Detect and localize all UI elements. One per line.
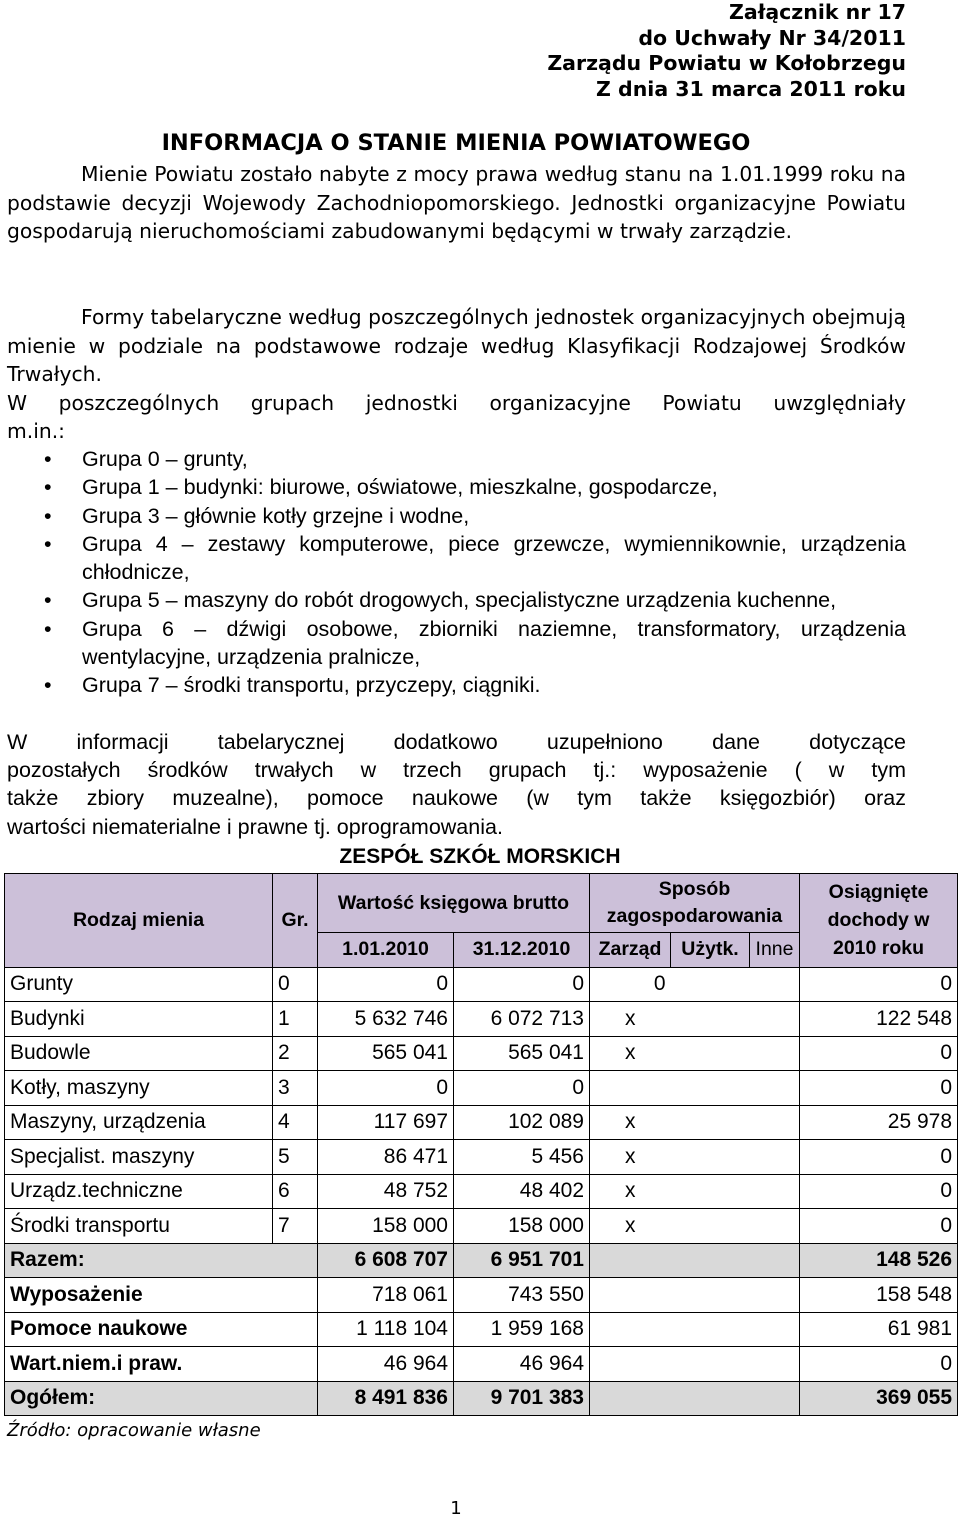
cell-value-end: 743 550	[454, 1278, 590, 1313]
table-row	[5, 1140, 958, 1175]
cell-inne	[750, 1105, 800, 1140]
cell-zarzad: x	[590, 1002, 671, 1037]
group-text: Grupa 3 – głównie kotły grzejne i wodne,	[82, 503, 470, 528]
cell-zarzad: x	[590, 1140, 671, 1175]
cell-value-start: 48 752	[318, 1174, 454, 1209]
header-income: Osiągnięte dochody w 2010 roku	[800, 874, 958, 968]
cell-kind: Grunty	[5, 967, 273, 1002]
cell-zarzad: x	[590, 1174, 671, 1209]
cell-group: 7	[273, 1209, 318, 1244]
groups-intro-line2: m.in.:	[7, 419, 65, 443]
cell-value-start: 565 041	[318, 1036, 454, 1071]
cell-kind: Kotły, maszyny	[5, 1071, 273, 1106]
page-number: 1	[450, 1498, 462, 1519]
cell-zarzad	[590, 1071, 671, 1106]
cell-income: 0	[800, 1071, 958, 1106]
cell-value-start: 1 118 104	[318, 1312, 454, 1347]
cell-value-end: 46 964	[454, 1347, 590, 1382]
table-row	[5, 1071, 958, 1106]
source-note: Źródło: opracowanie własne	[7, 1420, 261, 1441]
cell-income: 0	[800, 1209, 958, 1244]
bullet-icon: •	[44, 475, 52, 500]
group-text: Grupa 1 – budynki: biurowe, oświatowe, mieszkalne, gospodarcze,	[82, 475, 718, 500]
attachment-number: Załącznik nr 17	[729, 0, 906, 24]
cell-zarzad: x	[590, 1036, 671, 1071]
asset-table	[4, 873, 958, 1416]
cell-uzytk	[671, 1071, 750, 1106]
intro-text: Mienie Powiatu zostało nabyte z mocy prawa według stanu na 1.01.1999 roku na podstawie decyzji Wojewody Zachodniopomorskiego. Jednostki organizacyjne Powiatu gospodarują nieruchomościami zabudowanymi będącymi w trwały zarządzie.	[7, 162, 906, 243]
table-row	[5, 1209, 958, 1244]
cell-income: 0	[800, 1174, 958, 1209]
additional-line: także zbiory muzealne), pomoce naukowe (w tym także księgozbiór) oraz	[7, 786, 906, 811]
cell-group: 4	[273, 1105, 318, 1140]
cell-value-end: 565 041	[454, 1036, 590, 1071]
cell-income: 158 548	[800, 1278, 958, 1313]
additional-line: pozostałych środków trwałych w trzech grupach tj.: wyposażenie ( w tym	[7, 758, 906, 783]
cell-income: 0	[800, 967, 958, 1002]
cell-income: 0	[800, 1347, 958, 1382]
cell-uzytk	[671, 1105, 750, 1140]
cell-group: 6	[273, 1174, 318, 1209]
cell-income: 25 978	[800, 1105, 958, 1140]
cell-value-start: 0	[318, 1071, 454, 1106]
cell-group: 0	[273, 967, 318, 1002]
cell-uzytk	[671, 1209, 750, 1244]
cell-value-end: 0	[454, 1071, 590, 1106]
cell-income: 369 055	[800, 1381, 958, 1416]
cell-income: 122 548	[800, 1002, 958, 1037]
cell-inne	[750, 1140, 800, 1175]
cell-value-start: 8 491 836	[318, 1381, 454, 1416]
cell-inne	[750, 1036, 800, 1071]
cell-usage	[590, 1312, 800, 1347]
cell-kind: Wart.niem.i praw.	[5, 1347, 318, 1382]
table-row	[5, 1278, 958, 1313]
group-text: Grupa 6 – dźwigi osobowe, zbiorniki naziemne, transformatory, urządzenia wentylacyjne, urządzenia pralnicze,	[82, 616, 906, 670]
bullet-icon: •	[44, 503, 52, 528]
cell-uzytk	[671, 1002, 750, 1037]
cell-value-start: 117 697	[318, 1105, 454, 1140]
cell-group: 2	[273, 1036, 318, 1071]
list-item	[0, 615, 906, 672]
table-row-grand-total	[5, 1381, 958, 1416]
additional-line: W informacji tabelarycznej dodatkowo uzupełniono dane dotyczące	[7, 730, 906, 754]
cell-value-end: 158 000	[454, 1209, 590, 1244]
header-group: Gr.	[273, 874, 318, 968]
cell-value-end: 1 959 168	[454, 1312, 590, 1347]
additional-line: wartości niematerialne i prawne tj. oprogramowania.	[7, 814, 503, 839]
cell-inne	[750, 1209, 800, 1244]
cell-group: 5	[273, 1140, 318, 1175]
cell-value-end: 0	[454, 967, 590, 1002]
cell-uzytk	[671, 1140, 750, 1175]
header-uzytk: Użytk.	[671, 933, 750, 968]
cell-zarzad: 0	[590, 967, 671, 1002]
forms-text: Formy tabelaryczne według poszczególnych jednostek organizacyjnych obejmują mienie w podziale na podstawowe rodzaje według Klasyfikacji Rodzajowej Środków Trwałych.	[7, 305, 906, 386]
list-item	[0, 473, 906, 501]
table-row	[5, 1312, 958, 1347]
cell-income: 0	[800, 1140, 958, 1175]
group-list	[0, 445, 906, 700]
cell-uzytk	[671, 1174, 750, 1209]
cell-income: 148 526	[800, 1243, 958, 1278]
bullet-icon: •	[44, 673, 52, 698]
resolution-number: do Uchwały Nr 34/2011	[638, 25, 906, 50]
header-kind: Rodzaj mienia	[5, 874, 273, 968]
cell-inne	[750, 1002, 800, 1037]
cell-value-start: 158 000	[318, 1209, 454, 1244]
cell-value-start: 0	[318, 967, 454, 1002]
cell-kind: Pomoce naukowe	[5, 1312, 318, 1347]
cell-usage	[590, 1381, 800, 1416]
list-item	[0, 671, 906, 699]
group-text: Grupa 0 – grunty,	[82, 447, 248, 471]
cell-kind: Razem:	[5, 1243, 318, 1278]
group-text: Grupa 4 – zestawy komputerowe, piece grzewcze, wymiennikownie, urządzenia chłodnicze,	[82, 531, 906, 585]
cell-uzytk	[671, 1036, 750, 1071]
cell-income: 0	[800, 1036, 958, 1071]
cell-usage	[590, 1243, 800, 1278]
cell-value-start: 46 964	[318, 1347, 454, 1382]
cell-zarzad: x	[590, 1209, 671, 1244]
list-item	[0, 502, 906, 530]
list-item	[0, 530, 906, 587]
cell-kind: Specjalist. maszyny	[5, 1140, 273, 1175]
cell-zarzad: x	[590, 1105, 671, 1140]
cell-kind: Budynki	[5, 1002, 273, 1037]
bullet-icon: •	[44, 588, 52, 613]
cell-kind: Wyposażenie	[5, 1278, 318, 1313]
cell-value-end: 6 951 701	[454, 1243, 590, 1278]
cell-value-end: 5 456	[454, 1140, 590, 1175]
header-date2: 31.12.2010	[454, 933, 590, 968]
cell-inne	[750, 967, 800, 1002]
table-row	[5, 1002, 958, 1037]
cell-uzytk	[671, 967, 750, 1002]
cell-value-start: 5 632 746	[318, 1002, 454, 1037]
cell-group: 3	[273, 1071, 318, 1106]
cell-inne	[750, 1174, 800, 1209]
table-title: ZESPÓŁ SZKÓŁ MORSKICH	[339, 845, 621, 868]
cell-income: 61 981	[800, 1312, 958, 1347]
table-row-total	[5, 1243, 958, 1278]
cell-value-start: 6 608 707	[318, 1243, 454, 1278]
groups-intro-line1: W poszczególnych grupach jednostki organizacyjne Powiatu uwzględniały	[7, 391, 906, 415]
cell-inne	[750, 1071, 800, 1106]
bullet-icon: •	[44, 447, 52, 471]
cell-kind: Urządz.techniczne	[5, 1174, 273, 1209]
header-book-value: Wartość księgowa brutto	[318, 874, 590, 933]
bullet-icon: •	[44, 616, 52, 641]
list-item	[0, 445, 906, 473]
group-text: Grupa 7 – środki transportu, przyczepy, ciągniki.	[82, 673, 541, 698]
header-inne: Inne	[750, 933, 800, 968]
cell-value-end: 48 402	[454, 1174, 590, 1209]
cell-kind: Ogółem:	[5, 1381, 318, 1416]
resolution-date: Z dnia 31 marca 2011 roku	[596, 76, 906, 101]
attachment-header	[547, 0, 906, 102]
header-zarzad: Zarząd	[590, 933, 671, 968]
group-text: Grupa 5 – maszyny do robót drogowych, specjalistyczne urządzenia kuchenne,	[82, 588, 837, 613]
cell-usage	[590, 1278, 800, 1313]
header-usage: Sposób zagospodarowania	[590, 874, 800, 933]
cell-group: 1	[273, 1002, 318, 1037]
table-row	[5, 1036, 958, 1071]
bullet-icon: •	[44, 531, 52, 556]
table-row	[5, 1105, 958, 1140]
table-row	[5, 967, 958, 1002]
header-date1: 1.01.2010	[318, 933, 454, 968]
cell-kind: Budowle	[5, 1036, 273, 1071]
cell-value-end: 9 701 383	[454, 1381, 590, 1416]
document-title: INFORMACJA O STANIE MIENIA POWIATOWEGO	[161, 130, 751, 156]
cell-usage	[590, 1347, 800, 1382]
cell-kind: Maszyny, urządzenia	[5, 1105, 273, 1140]
cell-value-end: 102 089	[454, 1105, 590, 1140]
additional-paragraph	[7, 728, 906, 841]
table-row	[5, 1347, 958, 1382]
table-row	[5, 1174, 958, 1209]
cell-value-start: 86 471	[318, 1140, 454, 1175]
cell-value-start: 718 061	[318, 1278, 454, 1313]
cell-value-end: 6 072 713	[454, 1002, 590, 1037]
intro-paragraph	[7, 160, 906, 246]
cell-kind: Środki transportu	[5, 1209, 273, 1244]
forms-paragraph	[7, 303, 906, 389]
board-name: Zarządu Powiatu w Kołobrzegu	[547, 51, 906, 75]
list-item	[0, 586, 906, 614]
